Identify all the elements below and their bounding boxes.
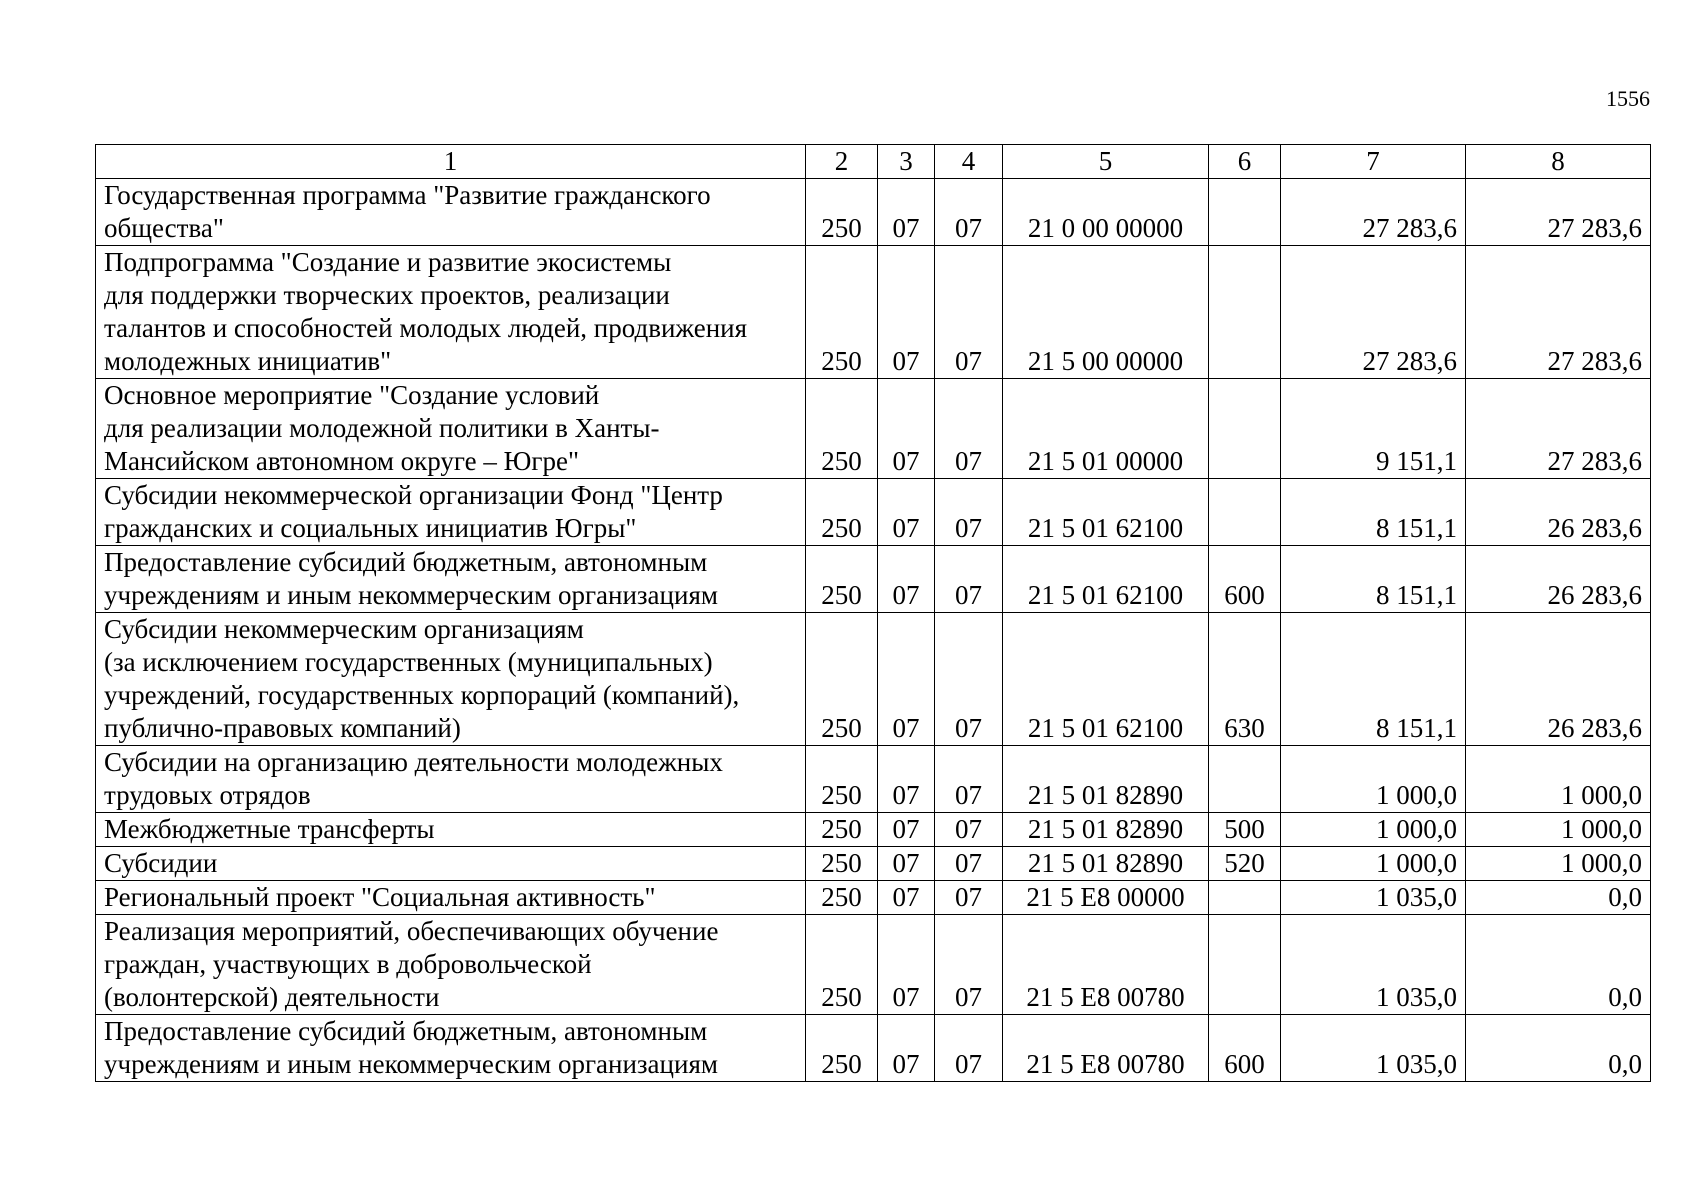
ministry-code-cell: 250 (806, 479, 878, 546)
subsection-code-cell: 07 (935, 1015, 1003, 1082)
table-row (96, 847, 1651, 881)
amount-col7-cell: 27 283,6 (1281, 179, 1466, 246)
subsection-code-cell: 07 (935, 915, 1003, 1015)
subsection-code-cell: 07 (935, 546, 1003, 613)
subsection-code-cell: 07 (935, 847, 1003, 881)
amount-col8-cell: 27 283,6 (1466, 179, 1651, 246)
amount-col7-cell: 1 000,0 (1281, 847, 1466, 881)
section-code-cell: 07 (878, 613, 935, 746)
expense-type-cell (1209, 915, 1281, 1015)
table-row (96, 1015, 1651, 1082)
ministry-code-cell: 250 (806, 746, 878, 813)
header-cell: 7 (1281, 145, 1466, 179)
subsection-code-cell: 07 (935, 746, 1003, 813)
amount-col8-cell: 0,0 (1466, 881, 1651, 915)
table-row (96, 613, 1651, 746)
description-cell: Субсидии на организацию деятельности молодежных трудовых отрядов (96, 746, 806, 813)
section-code-cell: 07 (878, 379, 935, 479)
expense-type-cell (1209, 379, 1281, 479)
target-article-cell: 21 5 01 62100 (1003, 546, 1209, 613)
section-code-cell: 07 (878, 881, 935, 915)
subsection-code-cell: 07 (935, 479, 1003, 546)
description-cell: Межбюджетные трансферты (96, 813, 806, 847)
target-article-cell: 21 5 E8 00780 (1003, 915, 1209, 1015)
target-article-cell: 21 5 E8 00000 (1003, 881, 1209, 915)
table-row (96, 179, 1651, 246)
expense-type-cell: 520 (1209, 847, 1281, 881)
header-cell: 1 (96, 145, 806, 179)
section-code-cell: 07 (878, 847, 935, 881)
description-cell: Государственная программа "Развитие гражданского общества" (96, 179, 806, 246)
amount-col8-cell: 26 283,6 (1466, 613, 1651, 746)
ministry-code-cell: 250 (806, 246, 878, 379)
expense-type-cell: 600 (1209, 1015, 1281, 1082)
ministry-code-cell: 250 (806, 1015, 878, 1082)
header-cell: 5 (1003, 145, 1209, 179)
ministry-code-cell: 250 (806, 847, 878, 881)
amount-col8-cell: 26 283,6 (1466, 546, 1651, 613)
description-cell: Реализация мероприятий, обеспечивающих обучение граждан, участвующих в добровольческой (волонтерской) деятельности (96, 915, 806, 1015)
target-article-cell: 21 5 00 00000 (1003, 246, 1209, 379)
subsection-code-cell: 07 (935, 246, 1003, 379)
ministry-code-cell: 250 (806, 379, 878, 479)
expense-type-cell: 500 (1209, 813, 1281, 847)
page-number: 1556 (1606, 86, 1650, 111)
target-article-cell: 21 5 E8 00780 (1003, 1015, 1209, 1082)
amount-col8-cell: 1 000,0 (1466, 813, 1651, 847)
header-cell: 4 (935, 145, 1003, 179)
section-code-cell: 07 (878, 813, 935, 847)
header-cell: 8 (1466, 145, 1651, 179)
description-cell: Основное мероприятие "Создание условий для реализации молодежной политики в Ханты- Мансийском автономном округе – Югре" (96, 379, 806, 479)
table-row (96, 479, 1651, 546)
budget-table (95, 144, 1651, 1082)
section-code-cell: 07 (878, 546, 935, 613)
target-article-cell: 21 5 01 62100 (1003, 479, 1209, 546)
amount-col7-cell: 27 283,6 (1281, 246, 1466, 379)
amount-col7-cell: 1 000,0 (1281, 813, 1466, 847)
table-row (96, 813, 1651, 847)
amount-col7-cell: 1 035,0 (1281, 915, 1466, 1015)
section-code-cell: 07 (878, 479, 935, 546)
ministry-code-cell: 250 (806, 915, 878, 1015)
ministry-code-cell: 250 (806, 813, 878, 847)
section-code-cell: 07 (878, 1015, 935, 1082)
header-cell: 6 (1209, 145, 1281, 179)
subsection-code-cell: 07 (935, 379, 1003, 479)
description-cell: Региональный проект "Социальная активность" (96, 881, 806, 915)
target-article-cell: 21 5 01 62100 (1003, 613, 1209, 746)
target-article-cell: 21 5 01 82890 (1003, 813, 1209, 847)
description-cell: Субсидии (96, 847, 806, 881)
target-article-cell: 21 5 01 00000 (1003, 379, 1209, 479)
target-article-cell: 21 5 01 82890 (1003, 746, 1209, 813)
table-row (96, 746, 1651, 813)
amount-col8-cell: 27 283,6 (1466, 246, 1651, 379)
amount-col7-cell: 8 151,1 (1281, 613, 1466, 746)
expense-type-cell (1209, 246, 1281, 379)
description-cell: Субсидии некоммерческим организациям (за исключением государственных (муниципальных) учреждений, государственных корпораций (компаний), публично-правовых компаний) (96, 613, 806, 746)
table-row (96, 881, 1651, 915)
expense-type-cell: 630 (1209, 613, 1281, 746)
table-row (96, 379, 1651, 479)
amount-col7-cell: 9 151,1 (1281, 379, 1466, 479)
amount-col7-cell: 1 000,0 (1281, 746, 1466, 813)
description-cell: Предоставление субсидий бюджетным, автономным учреждениям и иным некоммерческим организациям (96, 1015, 806, 1082)
ministry-code-cell: 250 (806, 613, 878, 746)
amount-col7-cell: 1 035,0 (1281, 1015, 1466, 1082)
description-cell: Предоставление субсидий бюджетным, автономным учреждениям и иным некоммерческим организациям (96, 546, 806, 613)
table-row (96, 915, 1651, 1015)
header-cell: 3 (878, 145, 935, 179)
section-code-cell: 07 (878, 246, 935, 379)
subsection-code-cell: 07 (935, 613, 1003, 746)
table-row (96, 546, 1651, 613)
expense-type-cell (1209, 479, 1281, 546)
header-row (96, 145, 1651, 179)
expense-type-cell (1209, 746, 1281, 813)
description-cell: Подпрограмма "Создание и развитие экосистемы для поддержки творческих проектов, реализации талантов и способностей молодых людей, продвижения молодежных инициатив" (96, 246, 806, 379)
amount-col8-cell: 1 000,0 (1466, 847, 1651, 881)
amount-col8-cell: 26 283,6 (1466, 479, 1651, 546)
subsection-code-cell: 07 (935, 813, 1003, 847)
ministry-code-cell: 250 (806, 546, 878, 613)
amount-col7-cell: 1 035,0 (1281, 881, 1466, 915)
section-code-cell: 07 (878, 179, 935, 246)
section-code-cell: 07 (878, 746, 935, 813)
amount-col8-cell: 1 000,0 (1466, 746, 1651, 813)
header-cell: 2 (806, 145, 878, 179)
target-article-cell: 21 5 01 82890 (1003, 847, 1209, 881)
amount-col8-cell: 27 283,6 (1466, 379, 1651, 479)
amount-col8-cell: 0,0 (1466, 915, 1651, 1015)
amount-col7-cell: 8 151,1 (1281, 546, 1466, 613)
description-cell: Субсидии некоммерческой организации Фонд "Центр гражданских и социальных инициатив Югры" (96, 479, 806, 546)
expense-type-cell (1209, 881, 1281, 915)
expense-type-cell: 600 (1209, 546, 1281, 613)
subsection-code-cell: 07 (935, 881, 1003, 915)
amount-col8-cell: 0,0 (1466, 1015, 1651, 1082)
subsection-code-cell: 07 (935, 179, 1003, 246)
expense-type-cell (1209, 179, 1281, 246)
target-article-cell: 21 0 00 00000 (1003, 179, 1209, 246)
amount-col7-cell: 8 151,1 (1281, 479, 1466, 546)
section-code-cell: 07 (878, 915, 935, 1015)
ministry-code-cell: 250 (806, 881, 878, 915)
ministry-code-cell: 250 (806, 179, 878, 246)
table-row (96, 246, 1651, 379)
